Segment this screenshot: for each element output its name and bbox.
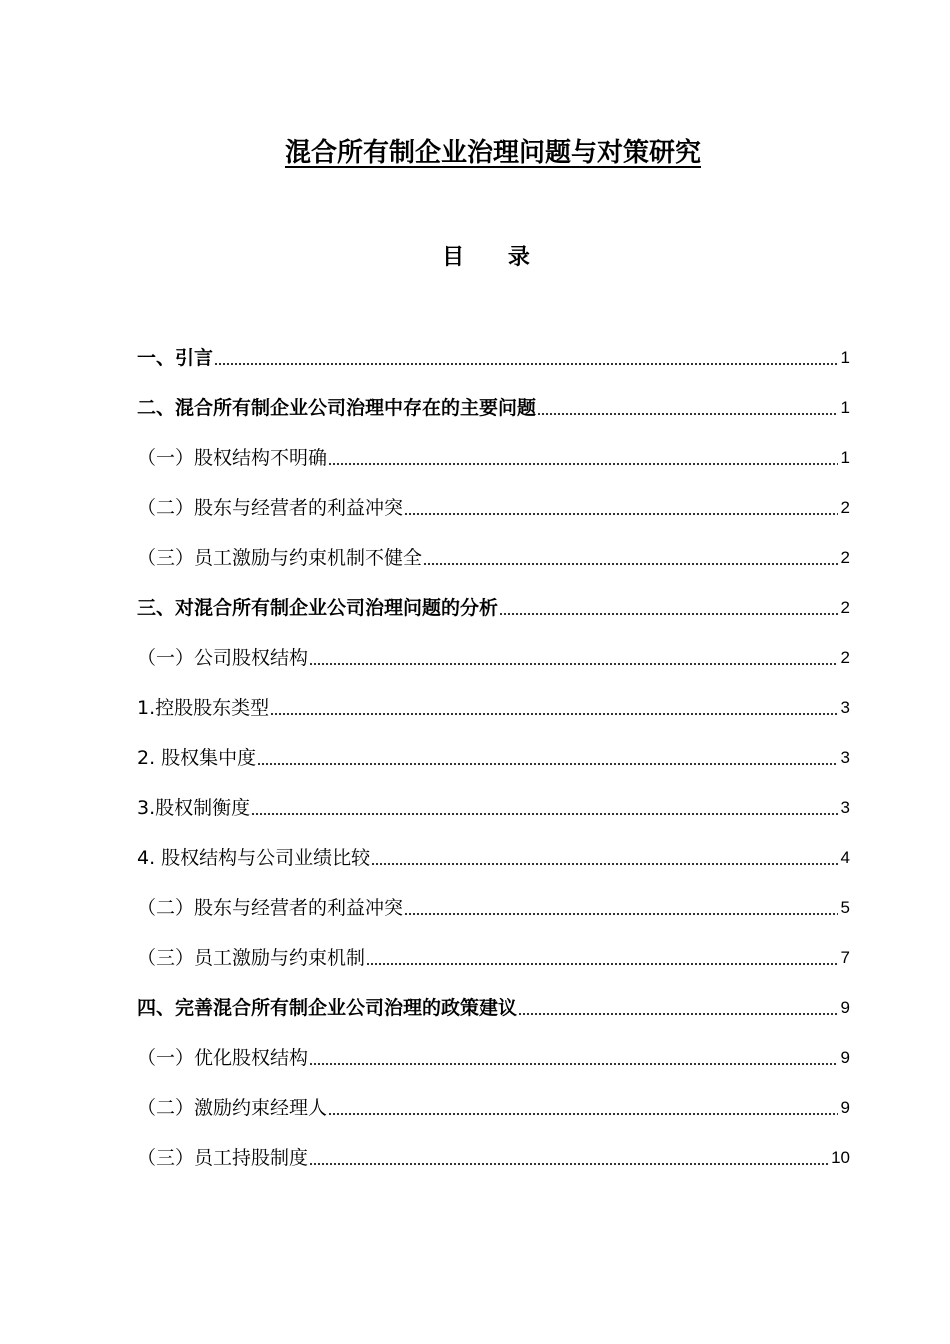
toc-entry-label: （三）员工激励与约束机制 <box>137 947 366 969</box>
toc-entry[interactable] <box>137 683 850 733</box>
toc-entry-label: （一）优化股权结构 <box>137 1047 309 1069</box>
toc-entry-label: （二）股东与经营者的利益冲突 <box>137 497 404 519</box>
toc-entry[interactable] <box>137 1133 850 1183</box>
toc-entry[interactable] <box>137 1033 850 1083</box>
toc-entry[interactable] <box>137 833 850 883</box>
toc-entry[interactable] <box>137 883 850 933</box>
toc-dot-leader <box>366 963 838 965</box>
toc-entry-page-number: 9 <box>840 1048 850 1067</box>
toc-entry[interactable] <box>137 1083 850 1133</box>
toc-entry-label: 四、完善混合所有制企业公司治理的政策建议 <box>137 997 518 1019</box>
toc-dot-leader <box>423 563 838 565</box>
toc-entry-page-number: 1 <box>840 448 850 467</box>
toc-dot-leader <box>404 913 838 915</box>
document-title <box>0 133 950 173</box>
toc-entry[interactable] <box>137 933 850 983</box>
toc-dot-leader <box>309 663 838 665</box>
toc-dot-leader <box>251 813 838 815</box>
toc-entry-label: （二）股东与经营者的利益冲突 <box>137 897 404 919</box>
toc-dot-leader <box>309 1063 838 1065</box>
toc-entry-label: （一）公司股权结构 <box>137 647 309 669</box>
toc-entry-page-number: 2 <box>840 648 850 667</box>
toc-heading: 目 录 <box>442 245 548 270</box>
toc-entry[interactable] <box>137 333 850 383</box>
toc-entry-page-number: 7 <box>840 948 850 967</box>
toc-dot-leader <box>309 1163 829 1165</box>
toc-dot-leader <box>270 713 838 715</box>
toc-entry-page-number: 2 <box>840 598 850 617</box>
toc-entry[interactable] <box>137 533 850 583</box>
toc-entry[interactable] <box>137 733 850 783</box>
toc-entry-page-number: 3 <box>840 698 850 717</box>
toc-dot-leader <box>371 863 838 865</box>
toc-dot-leader <box>328 1113 838 1115</box>
toc-entry-page-number: 9 <box>840 1098 850 1117</box>
toc-dot-leader <box>214 363 838 365</box>
toc-entry-label: 2. 股权集中度 <box>137 747 257 769</box>
toc-dot-leader <box>404 513 838 515</box>
toc-entry-label: 二、混合所有制企业公司治理中存在的主要问题 <box>137 397 537 419</box>
toc-entry-page-number: 3 <box>840 798 850 817</box>
toc-entry-label: （三）员工激励与约束机制不健全 <box>137 547 423 569</box>
toc-entry-page-number: 10 <box>831 1148 850 1167</box>
toc-entry-label: 一、引言 <box>137 347 214 369</box>
toc-entry-label: （一）股权结构不明确 <box>137 447 328 469</box>
toc-dot-leader <box>257 763 838 765</box>
toc-entry-page-number: 5 <box>840 898 850 917</box>
toc-dot-leader <box>499 613 838 615</box>
table-of-contents <box>137 333 850 1183</box>
toc-entry-label: （三）员工持股制度 <box>137 1147 309 1169</box>
toc-entry[interactable] <box>137 633 850 683</box>
toc-entry-page-number: 1 <box>840 398 850 417</box>
toc-dot-leader <box>518 1013 838 1015</box>
toc-entry-page-number: 3 <box>840 748 850 767</box>
toc-dot-leader <box>537 413 838 415</box>
toc-entry[interactable] <box>137 783 850 833</box>
toc-entry-page-number: 2 <box>840 498 850 517</box>
toc-entry-page-number: 2 <box>840 548 850 567</box>
toc-entry-label: 4. 股权结构与公司业绩比较 <box>137 847 371 869</box>
toc-dot-leader <box>328 463 838 465</box>
toc-entry-label: 3.股权制衡度 <box>137 797 251 819</box>
toc-entry[interactable] <box>137 433 850 483</box>
toc-entry-page-number: 1 <box>840 348 850 367</box>
toc-entry[interactable] <box>137 383 850 433</box>
toc-entry[interactable] <box>137 483 850 533</box>
toc-entry-label: 三、对混合所有制企业公司治理问题的分析 <box>137 597 499 619</box>
toc-entry[interactable] <box>137 983 850 1033</box>
toc-entry-label: 1.控股股东类型 <box>137 697 270 719</box>
toc-entry-page-number: 9 <box>840 998 850 1017</box>
toc-entry[interactable] <box>137 583 850 633</box>
toc-entry-label: （二）激励约束经理人 <box>137 1097 328 1119</box>
document-title-text: 混合所有制企业治理问题与对策研究 <box>284 138 701 168</box>
toc-entry-page-number: 4 <box>840 848 850 867</box>
